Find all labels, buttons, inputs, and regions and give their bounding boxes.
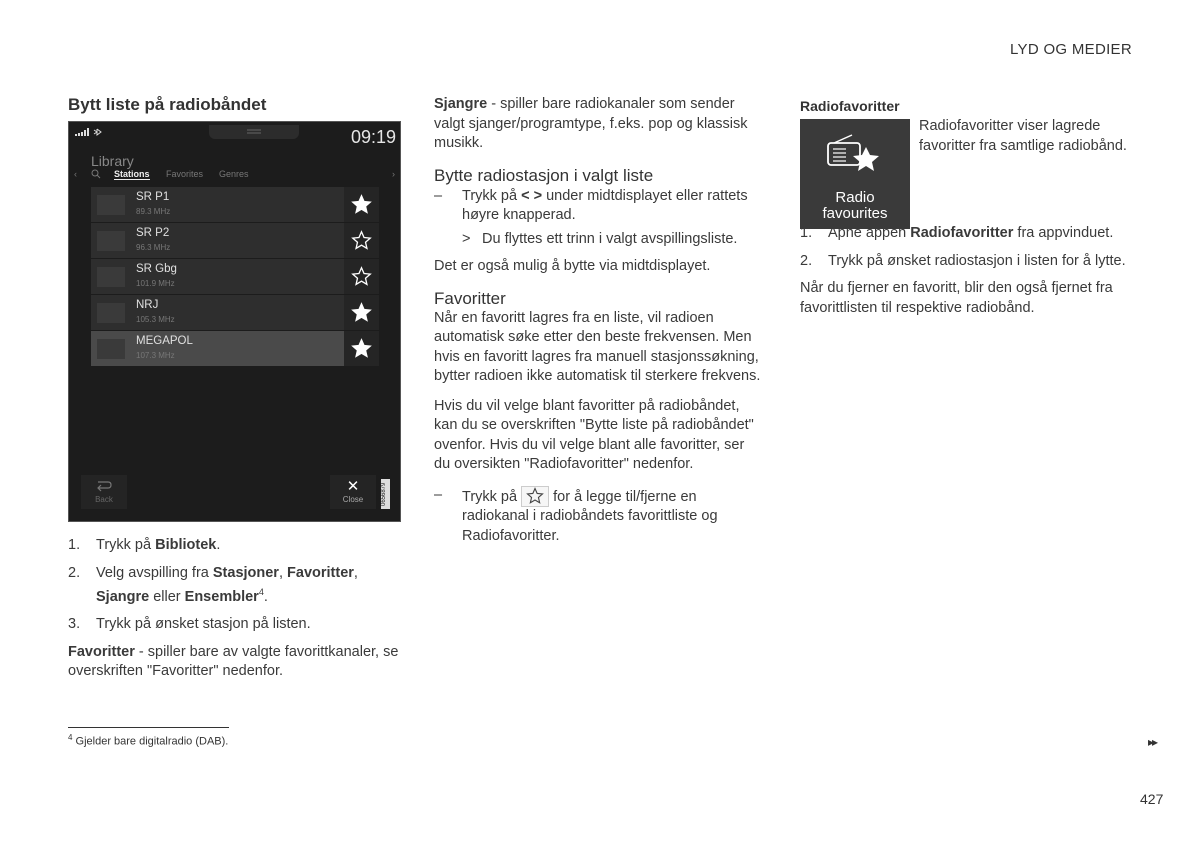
middle-column [434,95,764,546]
radio-favourites-app-icon [800,119,910,229]
favorite-toggle-step: – Trykk på for å legge til/fjerne en radiokanal i radiobåndets favorittliste og Radiofavoritter. [434,486,718,544]
left-column [68,95,403,682]
station-list [91,187,379,367]
station-row[interactable] [91,295,379,331]
station-name: SR P2 [136,227,170,239]
signal-icon [75,128,105,136]
favorites-title: Favoritter [434,288,506,308]
station-logo [97,231,125,251]
station-frequency: 107.3 MHz [136,351,175,360]
list-item: 2. Trykk på ønsket radiostasjon i listen for å lytte. [800,252,1126,269]
station-logo [97,267,125,287]
page-number: 427 [1140,791,1164,807]
tab-genres[interactable]: Genres [219,169,249,179]
tab-stations[interactable]: Stations [114,169,150,179]
station-name: SR P1 [136,191,170,203]
next-page-icon: ▸▸ [1148,735,1157,749]
list-item: 2. Velg avspilling fra Stasjoner, Favoritter, Sjangre eller Ensembler$^4$. [68,564,358,605]
close-label: Close [342,495,364,504]
list-item: 3. Trykk på ønsket stasjon på listen. [68,616,311,633]
clock: 09:19 [350,127,396,147]
change-station-title: Bytte radiostasjon i valgt liste [434,165,654,185]
library-tabs [74,169,395,185]
star-filled-icon [351,302,372,323]
station-frequency: 105.3 MHz [136,315,175,324]
back-label: Back [95,495,113,504]
station-row[interactable] [91,187,379,223]
footnote-divider [68,727,229,728]
station-name: SR Gbg [136,263,177,275]
close-icon: ✕ [346,478,360,495]
radio-favorites-intro: Radiofavoritter viser lagrede favoritter fra samtlige radiobånd. [919,118,1127,154]
infotainment-screen-image [68,121,401,522]
favorites-paragraph: Favoritter - spiller bare av valgte favorittkanaler, se overskriften "Favoritter" nedenfor. [68,643,399,680]
station-row[interactable] [91,331,379,367]
station-row[interactable] [91,223,379,259]
star-filled-icon [351,194,372,215]
section-title-change-list: Bytt liste på radiobåndet [68,95,267,114]
chevron-right-icon[interactable]: › [392,169,395,179]
favorite-toggle-button[interactable] [344,223,379,258]
app-icon-label: Radio favourites [822,189,888,222]
station-row[interactable] [91,259,379,295]
station-name: NRJ [136,299,159,311]
close-button[interactable] [330,475,376,509]
change-result: > Du flyttes ett trinn i valgt avspillingsliste. [462,230,738,247]
favorite-toggle-button[interactable] [344,331,379,366]
tab-favorites[interactable]: Favorites [166,169,204,179]
list-item: 1. Trykk på Bibliotek. [68,537,221,553]
station-logo [97,195,125,215]
back-button[interactable] [81,475,127,509]
star-filled-icon [351,338,372,359]
radio-favorites-note: Når du fjerner en favoritt, blir den også fjernet fra favorittlisten til respektive radiobånd. [800,280,1113,316]
search-icon[interactable] [91,169,101,181]
list-item: 1. Åpne appen Radiofavoritter fra appvinduet. [800,225,1114,241]
station-logo [97,339,125,359]
footnote: $^4$ Gjelder bare digitalradio (DAB). [68,733,229,748]
section-header: LYD OG MEDIER [1010,41,1132,58]
station-logo [97,303,125,323]
star-outline-icon [351,266,372,287]
change-note: Det er også mulig å bytte via midtdisplayet. [434,258,711,274]
genre-paragraph: Sjangre - spiller bare radiokanaler som sender valgt sjanger/programtype, f.eks. pop og klassisk musikk. [434,96,748,151]
favorites-p1: Når en favoritt lagres fra en liste, vil radioen automatisk søke etter den beste frekvensen. Men hvis en favoritt lagres fra manuell stasjonssøkning, bytter radioen ikke automatisk til sterkere frekvens. [434,309,761,384]
star-outline-icon [351,230,372,251]
library-heading: Library [91,153,134,169]
station-frequency: 96.3 MHz [136,243,171,252]
back-arrow-icon [94,479,114,493]
radio-star-icon [800,119,910,189]
favorite-toggle-button[interactable] [344,295,379,330]
station-frequency: 101.9 MHz [136,279,175,288]
favorites-p2: Hvis du vil velge blant favoritter på radiobåndet, kan du se overskriften "Bytte liste på radiobåndet" ovenfor. Hvis du vil velge blant alle favoritter, ser du oversikten "Radiofavoritter" nedenfor. [434,397,754,472]
signal-bluetooth-icons [75,128,105,138]
favorite-toggle-button[interactable] [344,259,379,294]
pull-down-handle[interactable] [209,125,299,139]
change-step: – Trykk på < > under midtdisplayet eller rattets høyre knapperad. [434,187,748,223]
station-frequency: 89.3 MHz [136,207,171,216]
right-steps [800,224,1135,271]
favorite-toggle-button[interactable] [344,187,379,222]
left-steps [68,536,403,635]
chevron-left-icon[interactable]: ‹ [74,169,77,179]
star-outline-icon [521,486,549,507]
image-code: 0656879 [381,479,390,509]
station-name: MEGAPOL [136,335,193,347]
right-column [800,95,1135,318]
radio-favorites-title: Radiofavoritter [800,98,900,114]
